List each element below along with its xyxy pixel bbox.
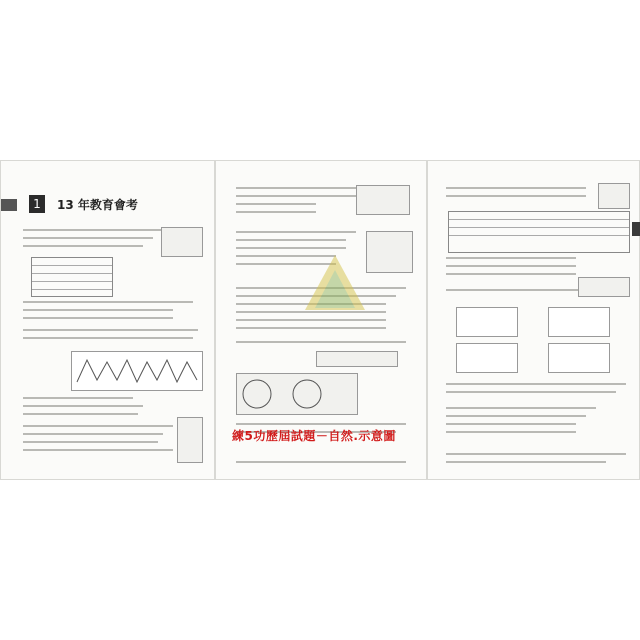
header-bar-decoration (1, 199, 17, 211)
text-line (236, 203, 316, 205)
text-line (23, 309, 173, 311)
text-line (446, 391, 616, 393)
cell-diagram-graphic (237, 374, 357, 414)
graph-figure (456, 343, 518, 373)
text-line (236, 461, 406, 463)
text-line (446, 265, 576, 267)
graph-figure (456, 307, 518, 337)
text-line (23, 405, 143, 407)
text-line (446, 423, 576, 425)
text-line (23, 441, 158, 443)
chapter-header (1, 193, 201, 215)
text-line (23, 397, 133, 399)
text-line (23, 237, 153, 239)
text-line (236, 341, 406, 343)
watermark-logo-icon (300, 250, 370, 320)
caption-text: 練5功歷屆試題－自然.示意圖 (232, 429, 396, 443)
page-left (0, 160, 215, 480)
text-line (23, 329, 198, 331)
text-line (446, 453, 626, 455)
text-line (23, 245, 143, 247)
text-line (446, 383, 626, 385)
text-line (236, 327, 386, 329)
text-line (23, 433, 163, 435)
text-line (446, 273, 576, 275)
text-line (23, 229, 163, 231)
text-line (446, 461, 606, 463)
text-line (236, 239, 346, 241)
chapter-number: 1 (29, 195, 45, 213)
data-table (31, 257, 113, 297)
text-line (23, 337, 193, 339)
text-line (236, 231, 356, 233)
graph-figure (548, 307, 610, 337)
text-line (23, 301, 193, 303)
diagram-figure (356, 185, 410, 215)
text-line (446, 431, 576, 433)
data-table (448, 211, 630, 253)
text-line (23, 317, 173, 319)
diagram-figure (598, 183, 630, 209)
waveform-chart-figure (71, 351, 203, 391)
text-line (236, 211, 316, 213)
page-right (427, 160, 640, 480)
waveform-graphic (72, 352, 202, 390)
text-line (236, 247, 346, 249)
text-line (23, 425, 173, 427)
text-line (446, 289, 586, 291)
diagram-figure (161, 227, 203, 257)
text-line (446, 407, 596, 409)
apparatus-figure (366, 231, 413, 273)
text-line (236, 423, 406, 425)
graph-figure (548, 343, 610, 373)
side-index-tab (632, 222, 640, 236)
chapter-title: 13 年教育會考 (57, 198, 138, 212)
text-line (446, 195, 586, 197)
text-line (23, 449, 173, 451)
diagram-figure (578, 277, 630, 297)
text-line (446, 187, 586, 189)
text-line (446, 415, 586, 417)
text-line (446, 257, 576, 259)
text-line (23, 413, 138, 415)
cell-diagram-figure (236, 373, 358, 415)
grid-figure (177, 417, 203, 463)
callout-box (316, 351, 398, 367)
